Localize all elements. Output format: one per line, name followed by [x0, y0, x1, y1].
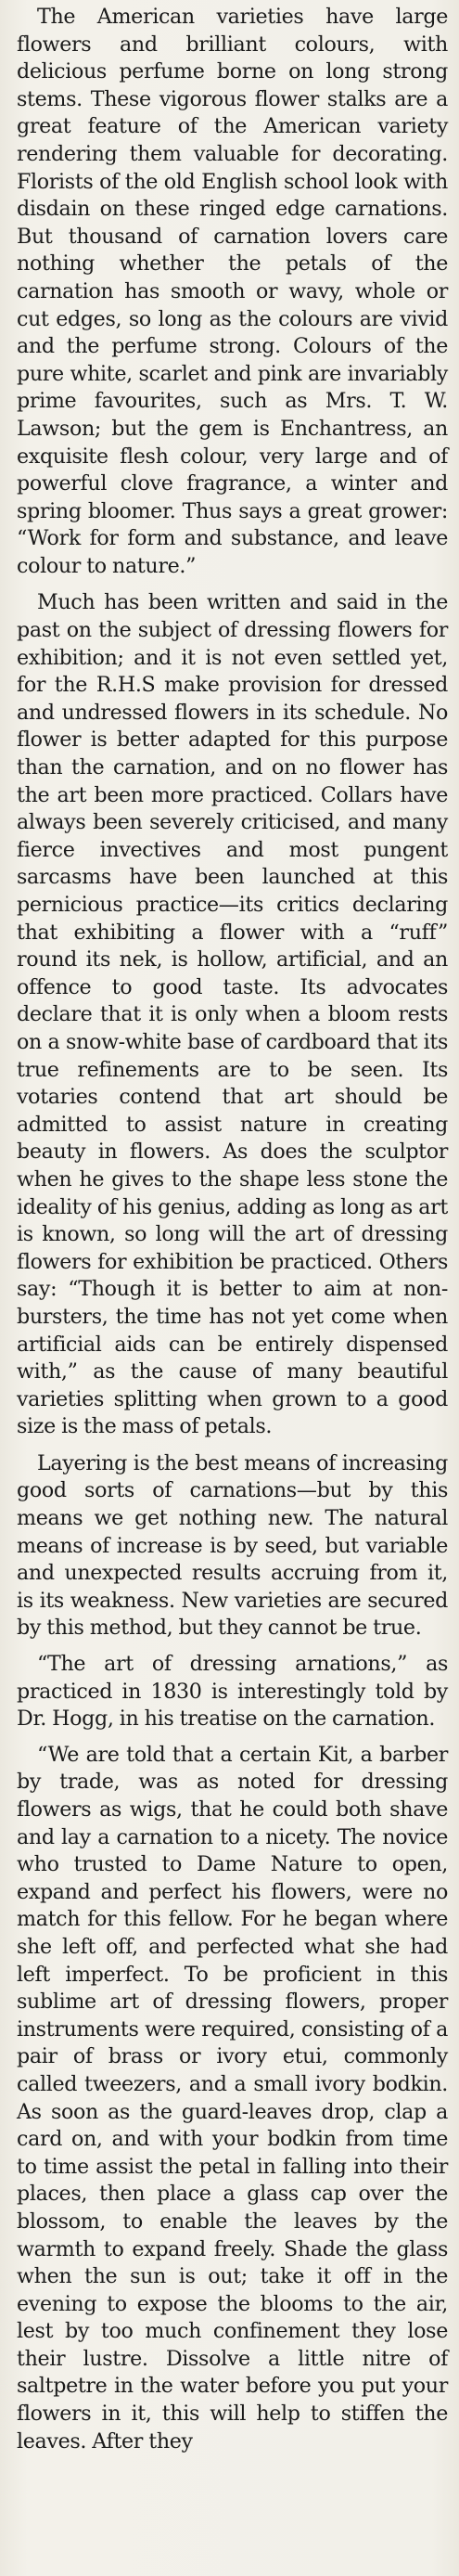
paragraph-art-of-dressing: “The art of dressing arnations,” as practiced in 1830 is interestingly told by Dr. Hogg, in his treatise on the carnation.	[17, 1652, 448, 1732]
paragraph-american-varieties: The American varieties have large flowers and brilliant colours, with delicious perfume borne on long strong stems. These vigorous flower stalks are a great feature of the American variety rendering them valuable for decorating. Florists of the old English school look with disdain on these ringed edge carnations. But thousand of carnation lovers care nothing whether the petals of the carnation has smooth or wavy, whole or cut edges, so long as the colours are vivid and the perfume strong. Colours of the pure white, scarlet and pink are invariably prime favourites, such as Mrs. T. W. Lawson; but the gem is Enchantress, an exquisite flesh colour, very large and of powerful clove fragrance, a winter and spring bloomer. Thus says a great grower: “Work for form and substance, and leave colour to nature.”	[17, 5, 448, 578]
paragraph-dressing-flowers: Much has been written and said in the past on the subject of dressing flowers for exhibition; and it is not even settled yet, for the R.H.S make provision for dressed and undressed flowers in its schedule. No flower is better adapted for this purpose than the carnation, and on no flower has the art been more practiced. Collars have always been severely criticised, and many fierce invectives and most pungent sarcasms have been launched at this pernicious practice—its critics declaring that exhibiting a flower with a “ruff” round its nek, is hollow, artificial, and an offence to good taste. Its advocates declare that it is only when a bloom rests on a snow-white base of cardboard that its true refinements are to be seen. Its votaries contend that art should be admitted to assist nature in creating beauty in flowers. As does the sculptor when he gives to the shape less stone the ideality of his genius, adding as long as art is known, so long will the art of dressing flowers for exhibition be practiced. Others say: “Though it is better to aim at non-bursters, the time has not yet come when artificial aids can be entirely dispensed with,” as the cause of many beautiful varieties splitting when grown to a good size is the mass of petals.	[17, 590, 448, 1439]
paragraph-kit-the-barber: “We are told that a certain Kit, a barber by trade, was as noted for dressing flowers as wigs, that he could both shave and lay a carnation to a nicety. The novice who trusted to Dame Nature to open, expand and perfect his flowers, were no match for this fellow. For he began where she left off, and perfected what she had left imperfect. To be proficient in this sublime art of dressing flowers, proper instruments were required, consisting of a pair of brass or ivory etui, commonly called tweezers, and a small ivory bodkin. As soon as the guard-leaves drop, clap a card on, and with your bodkin from time to time assist the petal in falling into their places, then place a glass cap over the blossom, to enable the leaves by the warmth to expand freely. Shade the glass when the sun is out; take it off in the evening to expose the blooms to the air, lest by too much confinement they lose their lustre. Dissolve a little nitre of saltpetre in the water before you put your flowers in it, this will help to stiffen the leaves. After they	[17, 1742, 448, 2454]
paragraph-layering: Layering is the best means of increasing good sorts of carnations—but by this means we get nothing new. The natural means of increase is by seed, but variable and unexpected results accruing from it, is its weakness. New varieties are secured by this method, but they cannot be true.	[17, 1450, 448, 1641]
